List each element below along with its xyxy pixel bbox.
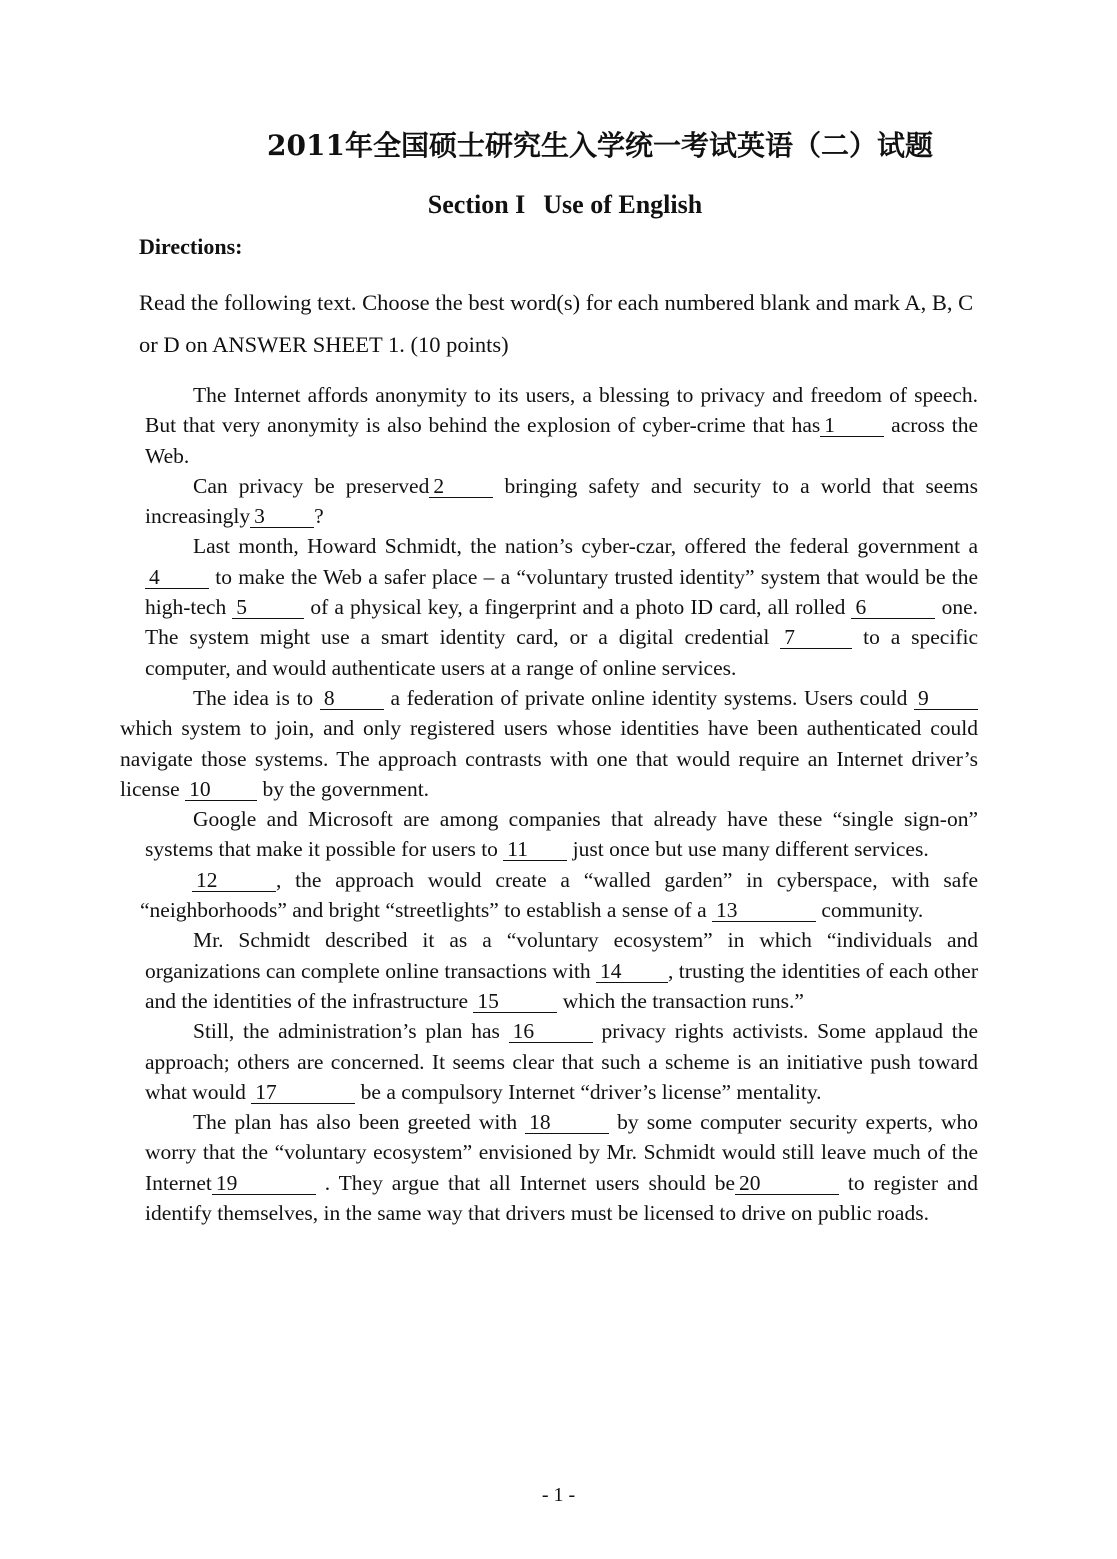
blank-9: 9 — [914, 687, 978, 710]
page-number: - 1 - — [541, 1484, 576, 1506]
blank-19: 19 — [212, 1172, 316, 1195]
blank-5: 5 — [232, 596, 304, 619]
passage — [120, 380, 978, 1228]
blank-13: 13 — [712, 899, 816, 922]
instructions-text: Read the following text. Choose the best word(s) for each numbered blank and mark A, B, C or D on ANSWER SHEET 1. (10 points) — [139, 290, 974, 357]
paragraph-3: Last month, Howard Schmidt, the nation’s cyber-czar, offered the federal government a 4 to make the Web a safer place – a “voluntary trusted identity” system that would be the high-tech 5 of a physical key, a fingerprint and a photo ID card, all rolled 6 one. The system might use a smart identity card, or a digital credential 7 to a specific computer, and would authenticate users at a range of online services. — [145, 534, 978, 680]
blank-20: 20 — [735, 1172, 839, 1195]
paragraph-2: Can privacy be preserved 2 bringing safety and security to a world that seems increasingly 3 ? — [145, 473, 978, 529]
paragraph-7: Mr. Schmidt described it as a “voluntary ecosystem” in which “individuals and organizations can complete online transactions with 14 , trusting the identities of each other and the identities of the infrastructure 15 which the transaction runs.” — [145, 928, 978, 1013]
blank-18: 18 — [525, 1111, 609, 1134]
section-heading — [0, 190, 1117, 220]
blank-12: 12 — [192, 869, 276, 892]
blank-4: 4 — [145, 566, 209, 589]
paragraph-5: Google and Microsoft are among companies that already have these “single sign-on” systems that make it possible for users to 11 just once but use many different services. — [145, 807, 978, 862]
blank-11: 11 — [503, 838, 567, 861]
blank-14: 14 — [596, 960, 668, 983]
paragraph-8: Still, the administration’s plan has 16 privacy rights activists. Some applaud the approach; others are concerned. It seems clear that such a scheme is an initiative push toward what would 17 be a compulsory Internet “driver’s license” mentality. — [145, 1019, 978, 1104]
blank-3: 3 — [250, 505, 314, 528]
paragraph-1: The Internet affords anonymity to its users, a blessing to privacy and freedom of speech. But that very anonymity is also behind the explosion of cyber-crime that has 1 across the Web. — [145, 383, 978, 468]
paragraph-6: 12 , the approach would create a “walled garden” in cyberspace, with safe “neighborhoods” and bright “streetlights” to establish a sense of a 13 community. — [140, 867, 978, 923]
blank-2: 2 — [429, 475, 493, 498]
page-title: 2011年全国硕士研究生入学统一考试英语（二）试题 — [267, 129, 933, 162]
blank-10: 10 — [185, 778, 257, 801]
blank-1: 1 — [820, 414, 884, 437]
paragraph-9: The plan has also been greeted with 18 by some computer security experts, who worry that the “voluntary ecosystem” envisioned by Mr. Schmidt would still leave much of the Internet 19 . They argue that all Internet users should be 20 to register and identify themselves, in the same way that drivers must be licensed to drive on public roads. — [145, 1110, 978, 1226]
section-name: Use of English — [543, 190, 703, 219]
section-number: Section I — [427, 190, 526, 219]
directions-label: Directions: — [139, 234, 243, 259]
blank-17: 17 — [251, 1081, 355, 1104]
blank-16: 16 — [509, 1020, 593, 1043]
blank-15: 15 — [473, 990, 557, 1013]
blank-8: 8 — [320, 687, 384, 710]
blank-7: 7 — [780, 626, 852, 649]
blank-6: 6 — [851, 596, 935, 619]
paragraph-4: The idea is to 8 a federation of private online identity systems. Users could 9which system to join, and only registered users whose identities have been authenticated could navigate those systems. The approach contrasts with one that would require an Internet driver’s license 10 by the government. — [120, 685, 978, 801]
